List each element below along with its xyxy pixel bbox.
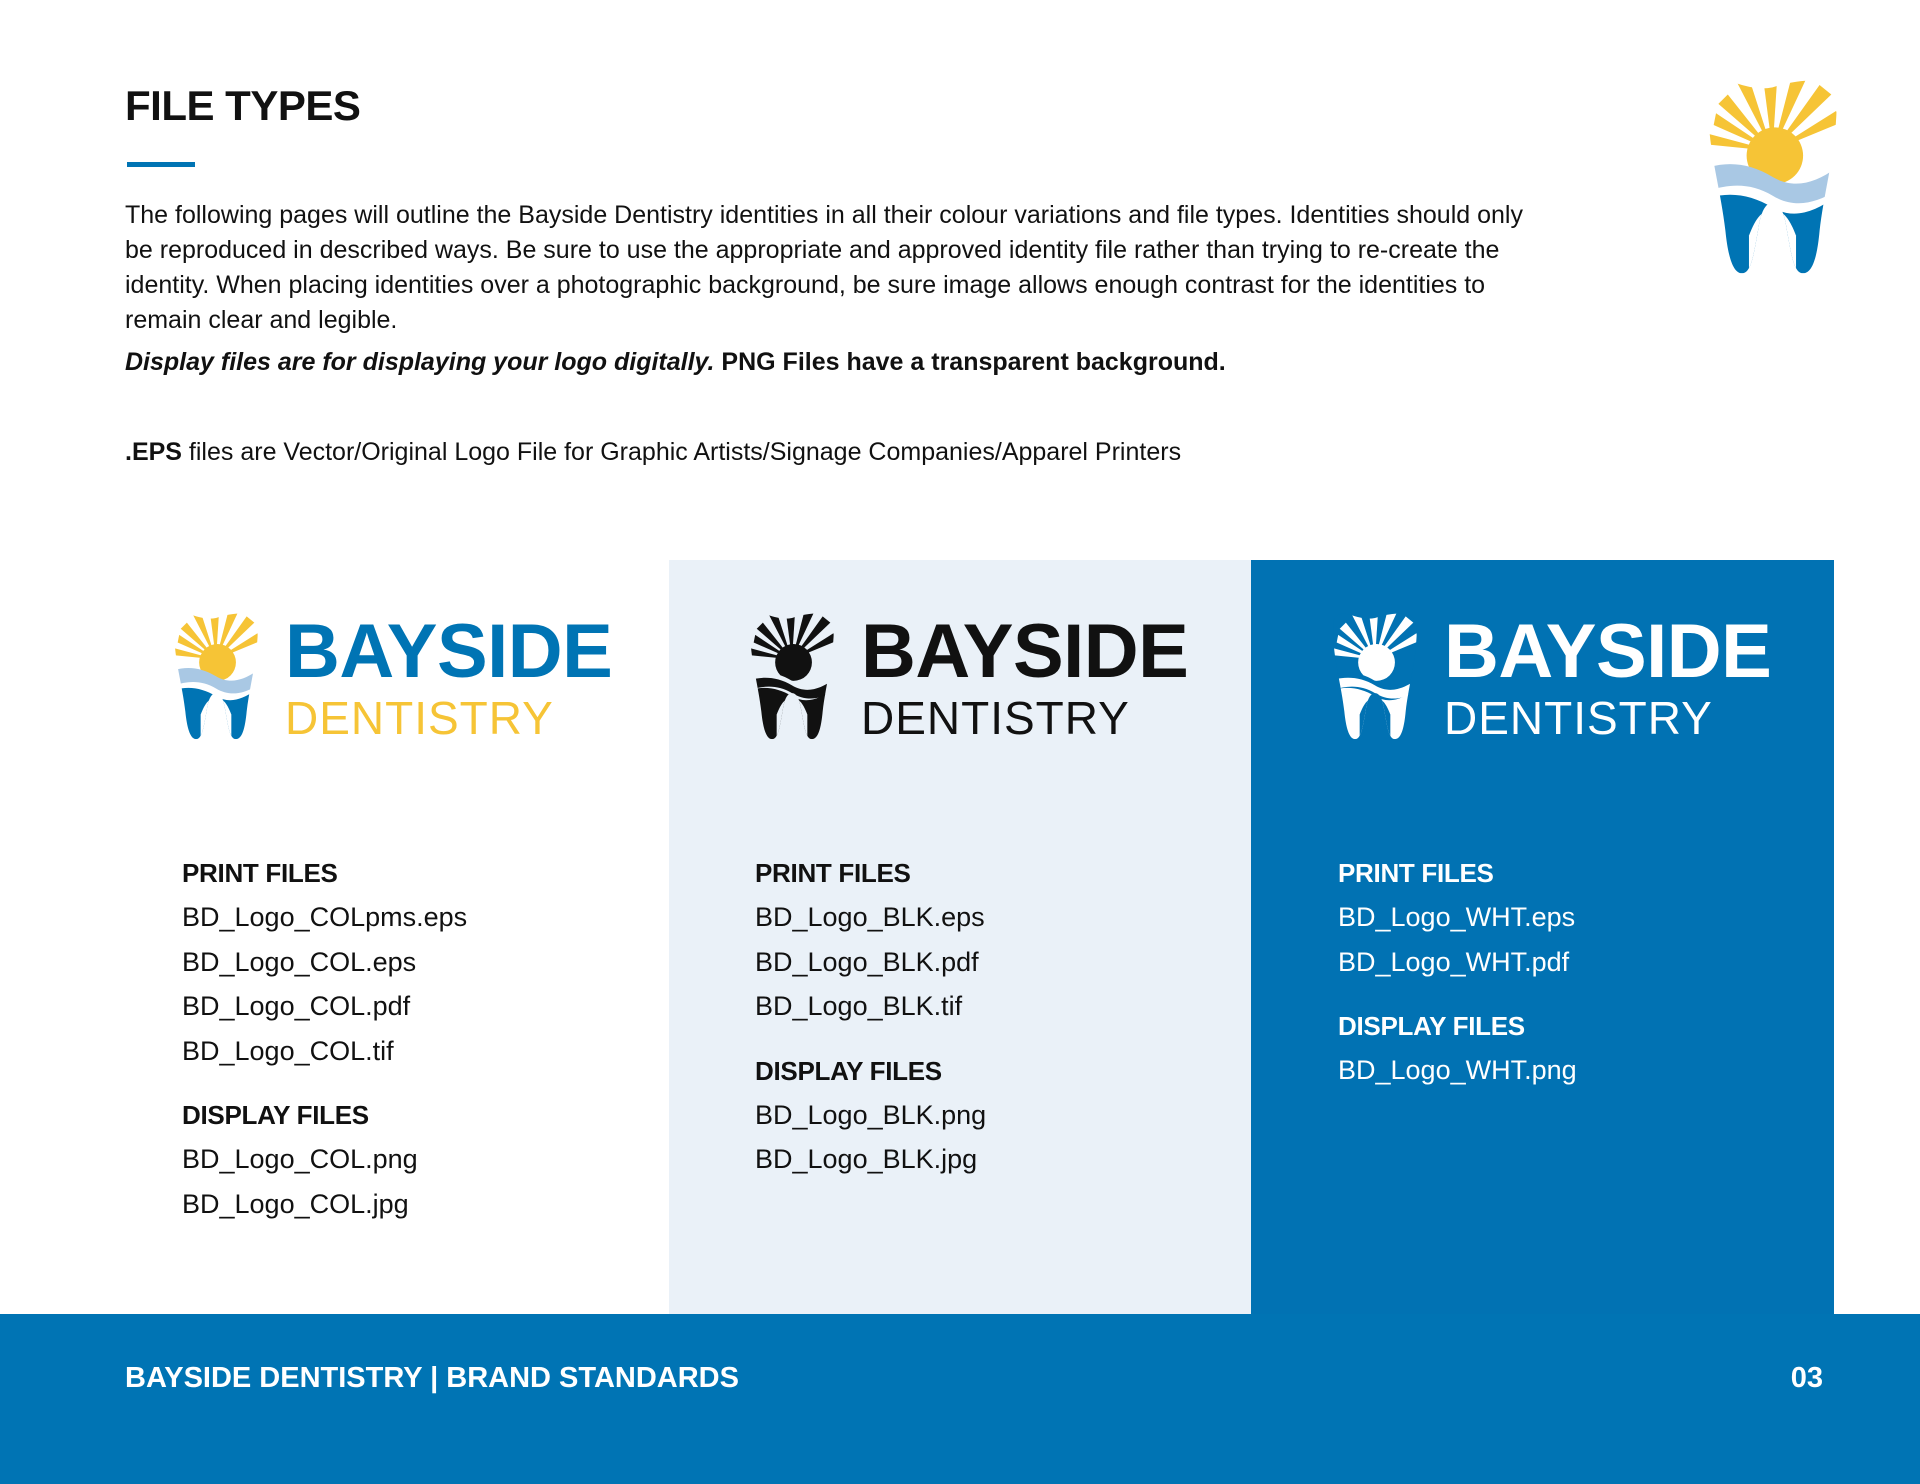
- file-name: BD_Logo_BLK.jpg: [755, 1144, 978, 1174]
- display-note-rest: PNG Files have a transparent background.: [714, 348, 1226, 376]
- black-file-lists: [755, 851, 986, 1202]
- black-logo-panel: [669, 560, 1251, 1314]
- file-name: BD_Logo_COL.pdf: [182, 991, 411, 1021]
- file-name: BD_Logo_BLK.png: [755, 1099, 987, 1130]
- eps-note-rest: files are Vector/Original Logo File for Graphic Artists/Signage Companies/Apparel Printers: [181, 438, 1182, 466]
- page-number: 03: [1790, 1362, 1823, 1394]
- file-name: BD_Logo_COL.jpg: [182, 1188, 409, 1219]
- brand-name: BAYSIDE: [1444, 609, 1772, 694]
- file-name: BD_Logo_BLK.pdf: [755, 946, 979, 977]
- print-file-list: [1338, 895, 1577, 984]
- display-files-heading: DISPLAY FILES: [755, 1055, 942, 1086]
- file-name: BD_Logo_BLK.eps: [755, 902, 985, 932]
- tooth-logo-icon: [1329, 610, 1421, 744]
- footer-title: BAYSIDE DENTISTRY | BRAND STANDARDS: [125, 1362, 739, 1394]
- display-note-italic: Display files are for displaying your logo digitally.: [125, 348, 715, 376]
- tooth-logo-icon: [1700, 78, 1845, 278]
- brand-subtitle: DENTISTRY: [861, 692, 1130, 744]
- file-name: BD_Logo_COL.tif: [182, 1035, 394, 1066]
- print-files-heading: PRINT FILES: [182, 858, 338, 888]
- title-underline: [127, 162, 195, 167]
- display-files-heading: DISPLAY FILES: [182, 1100, 369, 1130]
- page-title: FILE TYPES: [125, 82, 361, 129]
- brand-name: BAYSIDE: [285, 609, 613, 694]
- brand-subtitle: DENTISTRY: [285, 692, 554, 744]
- logo-wordmark: [1444, 609, 1772, 746]
- logo-wordmark: [861, 609, 1189, 746]
- display-file-list: [1338, 1048, 1577, 1093]
- color-file-lists: [182, 851, 467, 1246]
- print-files-heading: PRINT FILES: [1338, 858, 1494, 888]
- intro-paragraph: The following pages will outline the Bayside Dentistry identities in all their colour variations and file types. Identities should only be reproduced in described ways. Be sure to use the appropriate and approved identity file rather than trying to re-create the identity. When placing identities over a photographic background, be sure image allows enough contrast for the identities to remain clear and legible.: [125, 201, 1523, 334]
- file-name: BD_Logo_BLK.tif: [755, 991, 963, 1021]
- print-file-list: [182, 895, 467, 1073]
- file-name: BD_Logo_COLpms.eps: [182, 902, 468, 932]
- white-logo-panel: [1251, 560, 1834, 1314]
- display-file-list: [182, 1137, 467, 1226]
- brand-name: BAYSIDE: [861, 609, 1189, 694]
- display-files-note: [125, 348, 1226, 377]
- page-footer: [0, 1314, 1920, 1484]
- brand-subtitle: DENTISTRY: [1444, 692, 1713, 744]
- tooth-logo-icon: [746, 610, 838, 744]
- file-name: BD_Logo_WHT.pdf: [1338, 946, 1570, 977]
- tooth-logo-icon: [170, 610, 262, 744]
- print-files-heading: PRINT FILES: [755, 858, 911, 888]
- white-file-lists: [1338, 851, 1577, 1113]
- file-name: BD_Logo_WHT.png: [1338, 1055, 1577, 1085]
- color-logo-panel: [0, 560, 669, 1314]
- display-file-list: [755, 1093, 986, 1182]
- print-file-list: [755, 895, 986, 1029]
- logo-wordmark: [285, 609, 613, 746]
- file-name: BD_Logo_WHT.eps: [1338, 902, 1576, 932]
- eps-files-note: [125, 438, 1181, 467]
- file-name: BD_Logo_COL.eps: [182, 946, 417, 977]
- file-name: BD_Logo_COL.png: [182, 1144, 418, 1174]
- display-files-heading: DISPLAY FILES: [1338, 1011, 1525, 1041]
- eps-note-bold: .EPS: [125, 438, 182, 466]
